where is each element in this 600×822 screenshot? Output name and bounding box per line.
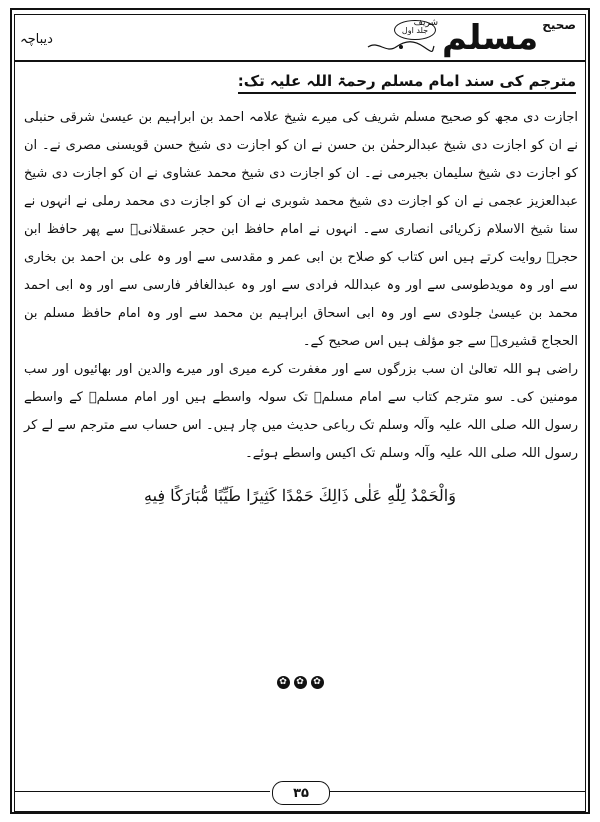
page-header (14, 14, 586, 62)
paragraph-chain-of-narration: اجازت دی مجھ کو صحیح مسلم شریف کی میرے شیخ علامہ احمد بن ابراہیم بن عیسیٰ شرقی حنبلی نے ان کو اجازت دی شیخ عبدالرحمٰن بن حسن نے ان کو اجازت دی شیخ حسن قویسنی مصری نے۔ ان کو اجازت دی شیخ سلیمان بجیرمی نے۔ ان کو اجازت دی شیخ محمد عشاوی نے ان کو اجازت دی شیخ عبدالعزیز عجمی نے ان کو اجازت دی شیخ محمد شوبری نے ان کو اجازت دی محمد رملی نے انہوں نے سنا شیخ الاسلام زکریائی انصاری سے۔ انہوں نے امام حافظ ابن حجر عسقلانیؒ سے پھر حافظ ابن حجرؒ روایت کرتے ہیں اس کتاب کو صلاح بن ابی عمر و مقدسی سے اور وہ علی بن احمد بن بخاری سے اور وہ مویدطوسی سے اور وہ عبداللہ فرادی سے اور وہ عبدالغافر فارسی سے اور وہ ابی احمد محمد بن عیسیٰ جلودی سے اور وہ ابی اسحاق ابراہیم بن محمد سے اور وہ امام حافظ مسلم بن الحجاج قشیریؒ سے جو مؤلف ہیں اس صحیح کے۔ (24, 110, 578, 349)
page-number: ۳۵ (272, 781, 330, 805)
paragraph-closing-remark: راضی ہو اللہ تعالیٰ ان سب بزرگوں سے اور مغفرت کرے میری اور میرے والدین اور بھائیوں اور سب مومنین کی۔ سو مترجم کتاب سے امام مسلمؒ تک سولہ واسطے ہیں اور امام مسلمؒ کے واسطے رسول اللہ صلی اللہ علیہ وآلہ وسلم تک رباعی حدیث میں چار ہیں۔ اس حساب سے مترجم سے لے کر رسول اللہ صلی اللہ علیہ وآلہ وسلم تک اکیس واسطے ہوئے۔ (24, 362, 578, 461)
book-title (414, 14, 576, 58)
section-heading: مترجم کی سند امام مسلم رحمۃ اللہ علیہ تک: (238, 72, 576, 94)
flower-icon: ✿ (277, 676, 290, 689)
section-name: دیباچہ (20, 32, 53, 47)
volume-badge: جلد اول (394, 20, 436, 40)
book-title-main: مسلم (442, 18, 539, 58)
flower-icon: ✿ (311, 676, 324, 689)
book-title-suffix: شریف (413, 18, 438, 28)
section-divider (0, 676, 600, 689)
flower-icon: ✿ (294, 676, 307, 689)
closing-dua: وَالْحَمْدُ لِلّٰهِ عَلٰى ذَالِكَ حَمْدًا كَثِيرًا طَيِّبًا مُّبَارَكًا فِيهِ (144, 486, 456, 505)
body-text (24, 104, 578, 468)
book-title-prefix: صحیح (542, 18, 576, 32)
